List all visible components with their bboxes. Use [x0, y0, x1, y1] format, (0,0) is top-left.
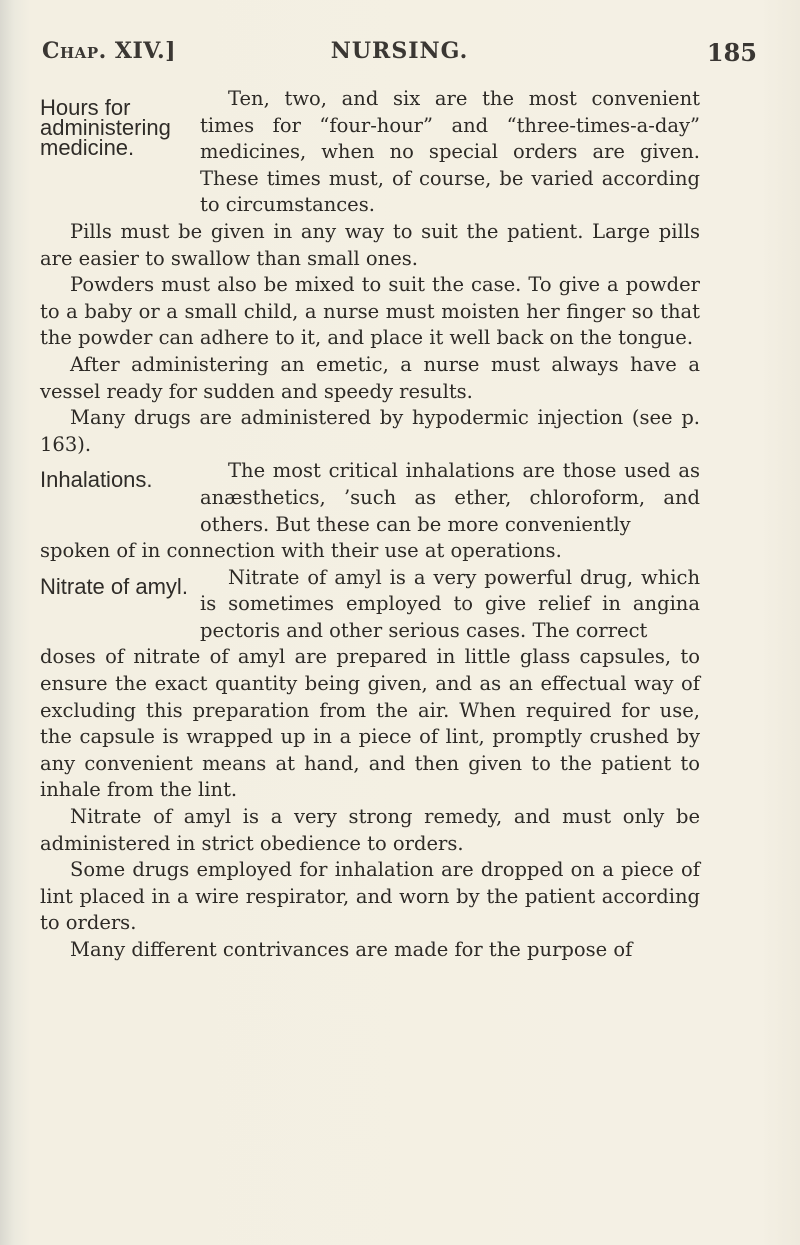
paragraph-inhalations-continued: spoken of in connection with their use at operations.: [40, 539, 562, 563]
paragraph-respirator: Some drugs employed for inhalation are dropped on a piece of lint placed in a wire respirator, and worn by the patient according to orders.: [40, 858, 700, 935]
paragraph-pills: Pills must be given in any way to suit the patient. Large pills are easier to swallow than small ones.: [40, 219, 700, 270]
chapter-label: Chap. XIV.]: [42, 38, 177, 64]
paragraph-hours: Ten, two, and six are the most convenient times for “four-hour” and “three-times-a-day” medicines, when no special orders are given. These times must, of course, be varied according to circumstances.: [200, 87, 700, 217]
side-note-nitrate: Nitrate of amyl.: [40, 573, 188, 599]
running-header: [42, 38, 757, 78]
side-note-inhalations: Inhalations.: [40, 467, 153, 493]
paragraph-nitrate: Nitrate of amyl is a very powerful drug, which is sometimes employed to give relief in angina pectoris and other serious cases. The correct: [200, 565, 700, 642]
hours-section: [40, 86, 700, 219]
paragraph-contrivances: Many different contrivances are made for the purpose of: [70, 938, 633, 961]
paragraph-hypodermic: Many drugs are administered by hypodermic injection (see p. 163).: [40, 406, 700, 456]
side-note-hours: Hours for administering medicine.: [40, 95, 171, 160]
paragraph-powders: Powders must also be mixed to suit the case. To give a powder to a baby or a small child, a nurse must moisten her finger so that the powder can adhere to it, and place it well back on the tongue.: [40, 273, 700, 350]
nitrate-section: [40, 565, 700, 645]
paragraph-nitrate-continued: doses of nitrate of amyl are prepared in little glass capsules, to ensure the exact quantity being given, and as an effectual way of excluding this preparation from the air. When required for use, the capsule is wrapped up in a piece of lint, promptly crushed by any convenient means at hand, and then given to the patient to inhale from the lint.: [40, 645, 700, 802]
paragraph-emetic: After administering an emetic, a nurse must always have a vessel ready for sudden and speedy results.: [40, 352, 700, 403]
inhalations-section: [40, 458, 700, 538]
paragraph-inhalations: The most critical inhalations are those used as anæsthetics, ’such as ether, chloroform, and others. But these can be more conveniently: [200, 459, 700, 536]
running-title: NURSING.: [330, 38, 469, 64]
body-text: [40, 86, 700, 964]
page-number: 185: [706, 38, 757, 67]
paragraph-nitrate-strong: Nitrate of amyl is a very strong remedy, and must only be administered in strict obedience to orders.: [40, 805, 700, 855]
